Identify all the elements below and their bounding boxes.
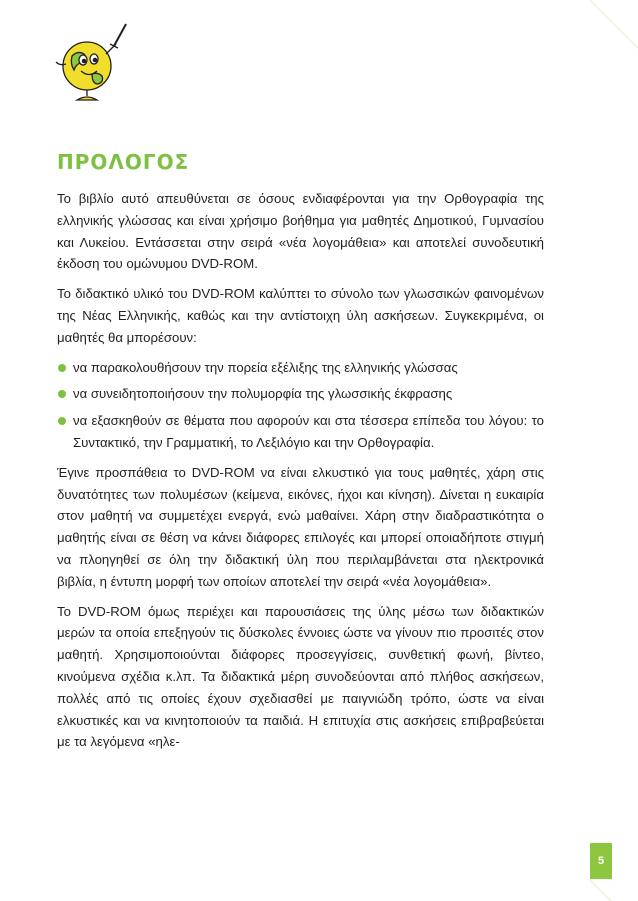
paragraph-multimedia: Έγινε προσπάθεια το DVD-ROM να είναι ελκυστικό για τους μαθητές, χάρη στις δυνατότητες των πολυμέσων (κείμενα, εικόνες, ήχοι και κίνηση). Δίνεται η ευκαιρία στον μαθητή να συμμετέχει ενεργά, ενώ μαθαίνει. Χάρη στην διαδραστικότητα ο μαθητής είναι σε θέση να κάνει διάφορες επιλογές και μπορεί οποιαδήποτε στιγμή να πλοηγηθεί σε όλη την διδακτική ύλη που περιλαμβάνεται στα ηλεκτρονικά βιβλία, η έντυπη μορφή των οποίων αποτελεί την σειρά «νέα λογομάθεια». [57, 464, 544, 589]
bullet-icon [58, 417, 66, 425]
list-item: να εξασκηθούν σε θέματα που αφορούν και στα τέσσερα επίπεδα του λόγου: το Συντακτικό, την Γραμματική, το Λεξιλόγιο και την Ορθογραφία. [57, 410, 544, 454]
paragraph-presentations: Το DVD-ROM όμως περιέχει και παρουσιάσεις της ύλης μέσω των διδακτικών μερών τα οποία επεξηγούν τις δύσκολες έννοιες ώστε να γίνουν πιο προσιτές στον μαθητή. Χρησιμοποιούνται διάφορες προσεγγίσεις, συνθετική φωνή, βίντεο, κινούμενα σχέδια κ.λπ. Τα διδακτικά μέρη συνοδεύονται από πλήθος ασκήσεων, πολλές από τις οποίες έχουν σχεδιασθεί με παιγνιώδη τρόπο, ώστε να είναι ελκυστικές και να κινητοποιούν τα παιδιά. Η επιτυχία στις ασκήσεις επιβραβεύεται με τα λεγόμενα «ηλε- [57, 603, 544, 750]
paragraph-content: Το διδακτικό υλικό του DVD-ROM καλύπτει το σύνολο των γλωσσικών φαινομένων της Νέας Ελληνικής, καθώς και την αντίστοιχη ύλη ασκήσεων. Συγκεκριμένα, οι μαθητές θα μπορέσουν: [57, 286, 544, 345]
list-item: να συνειδητοποιήσουν την πολυμορφία της γλωσσικής έκφρασης [57, 383, 544, 405]
list-item: να παρακολουθήσουν την πορεία εξέλιξης της ελληνικής γλώσσας [57, 357, 544, 379]
decorative-edge-stripes [590, 0, 638, 901]
bullet-icon [58, 364, 66, 372]
page-title: ΠΡΟΛΟΓΟΣ [57, 150, 190, 174]
goals-list [57, 357, 544, 454]
page-number: 5 [590, 843, 612, 879]
paragraph-intro: Το βιβλίο αυτό απευθύνεται σε όσους ενδιαφέρονται για την Ορθογραφία της ελληνικής γλώσσας και είναι χρήσιμο βοήθημα για μαθητές Δημοτικού, Γυμνασίου και Λυκείου. Εντάσσεται στην σειρά «νέα λογομάθεια» και αποτελεί συνοδευτική έκδοση του ομώνυμου DVD-ROM. [57, 191, 544, 272]
bullet-icon [58, 390, 66, 398]
preface-body [57, 188, 544, 761]
globe-mascot-logo [44, 14, 136, 106]
